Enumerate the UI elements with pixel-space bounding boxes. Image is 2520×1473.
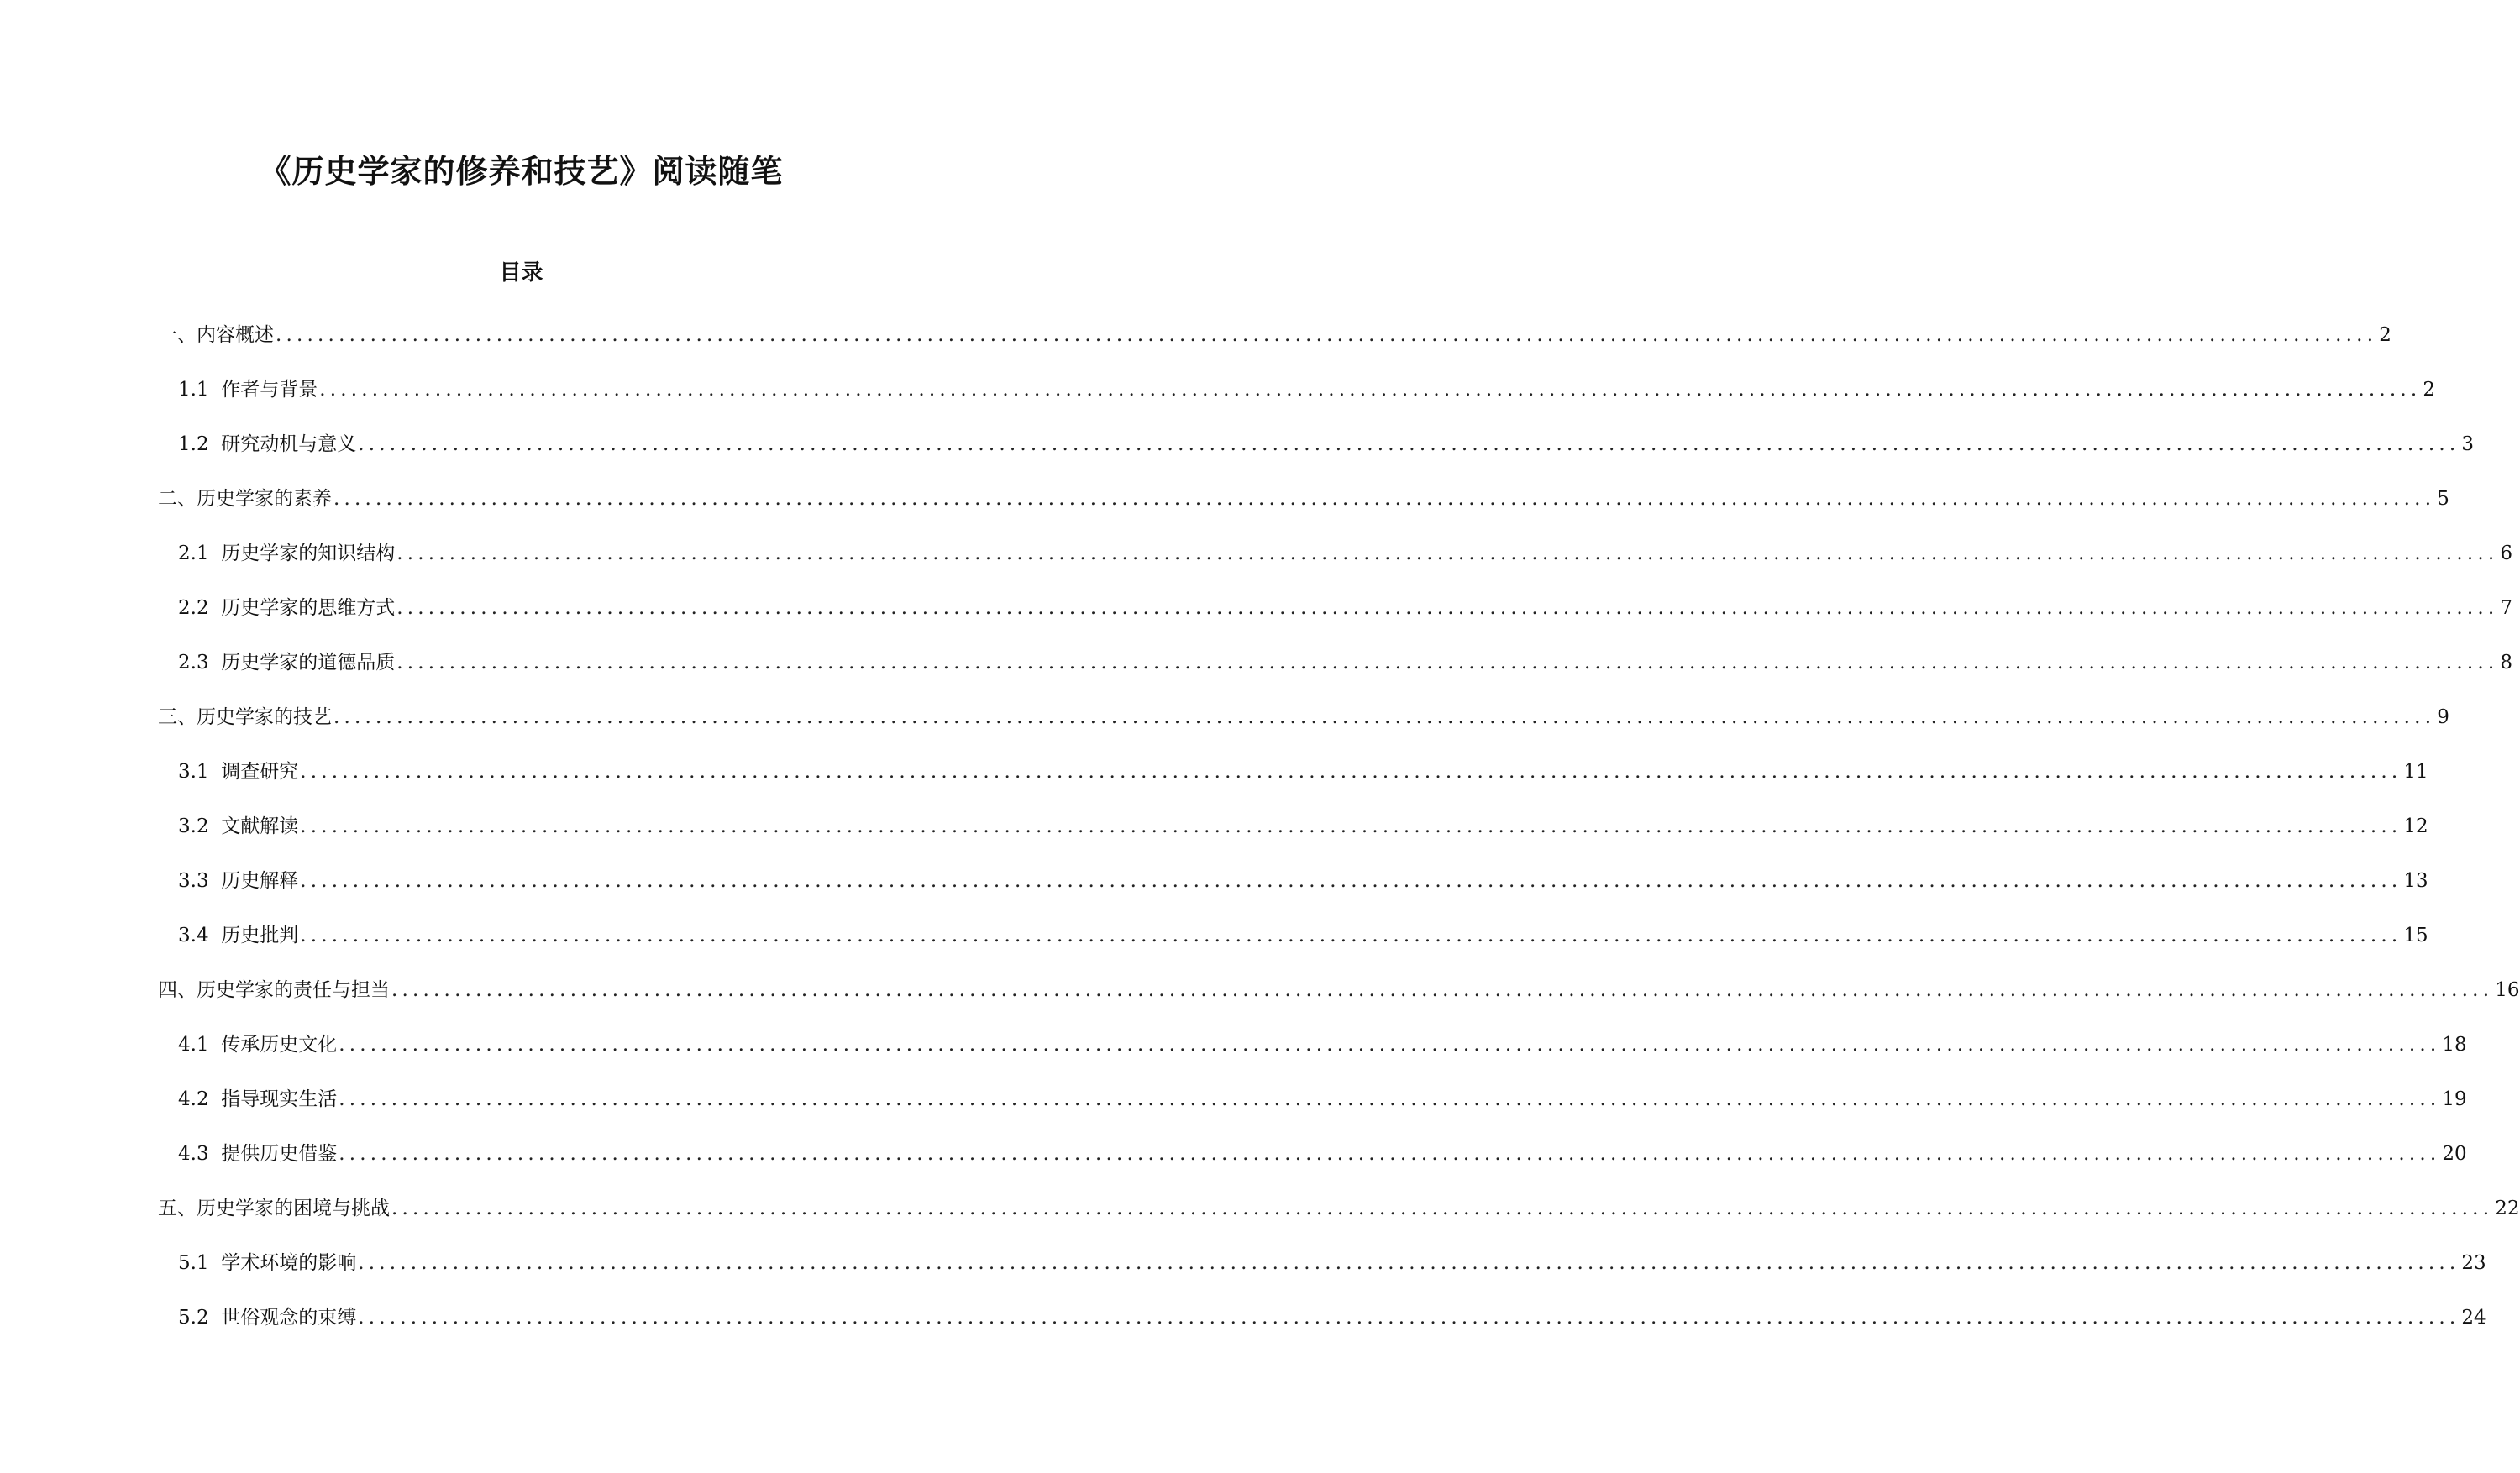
toc-entry-page-number: 7 (2500, 597, 2513, 619)
toc-entry-page-number: 18 (2442, 1034, 2467, 1056)
toc-entry-number: 1.2 (178, 433, 209, 455)
toc-entry-label: 世俗观念的束缚 (221, 1307, 357, 1329)
toc-entry-label: 文献解读 (221, 815, 299, 837)
toc-dot-leader: ........................................................................................................................................................................................................ (391, 1198, 2494, 1219)
toc-entry-number: 2.2 (178, 597, 209, 619)
toc-entry-page-number: 19 (2442, 1088, 2467, 1110)
toc-entry-page-number: 20 (2442, 1143, 2467, 1165)
toc-dot-leader: ........................................................................................................................................................................................................ (333, 706, 2436, 728)
toc-entry-page-number: 23 (2461, 1252, 2486, 1274)
toc-entry-label: 历史解释 (221, 870, 299, 892)
toc-entry-label: 一、内容概述 (158, 324, 274, 346)
toc-entry-number: 3.1 (178, 761, 209, 783)
toc-dot-leader: ........................................................................................................................................................................................................ (358, 1252, 2460, 1274)
toc-dot-leader: ........................................................................................................................................................................................................ (300, 815, 2402, 837)
toc-entry-number: 1.1 (178, 379, 209, 401)
toc-entry[interactable] (178, 1087, 2467, 1141)
toc-dot-leader: ........................................................................................................................................................................................................ (396, 652, 2499, 674)
toc-entry-label: 历史学家的知识结构 (221, 543, 396, 564)
toc-entry[interactable] (178, 377, 2436, 432)
toc-entry[interactable] (178, 1141, 2467, 1196)
toc-entry[interactable] (178, 432, 2475, 486)
toc-entry-label: 三、历史学家的技艺 (158, 706, 332, 728)
toc-dot-leader: ........................................................................................................................................................................................................ (339, 1034, 2441, 1056)
toc-entry-page-number: 16 (2495, 979, 2520, 1001)
toc-entry-label: 指导现实生活 (221, 1088, 338, 1110)
toc-dot-leader: ........................................................................................................................................................................................................ (300, 925, 2402, 946)
toc-entry-label: 作者与背景 (221, 379, 318, 401)
toc-entry-number: 3.3 (178, 870, 209, 892)
toc-entry[interactable] (178, 1250, 2486, 1305)
toc-dot-leader: ........................................................................................................................................................................................................ (339, 1088, 2441, 1110)
toc-entry[interactable] (178, 759, 2428, 814)
toc-dot-leader: ........................................................................................................................................................................................................ (319, 379, 2422, 401)
toc-entry-label: 历史学家的道德品质 (221, 652, 396, 674)
toc-dot-leader: ........................................................................................................................................................................................................ (358, 433, 2460, 455)
toc-entry-page-number: 2 (2379, 324, 2391, 346)
toc-entry-label: 传承历史文化 (221, 1034, 338, 1056)
toc-entry-page-number: 22 (2495, 1198, 2520, 1219)
toc-entry-page-number: 2 (2423, 379, 2436, 401)
toc-heading: 目录 (499, 259, 543, 286)
toc-entry-label: 五、历史学家的困境与挑战 (158, 1198, 390, 1219)
toc-dot-leader: ........................................................................................................................................................................................................ (358, 1307, 2460, 1329)
toc-entry-number: 3.4 (178, 925, 209, 946)
toc-entry-page-number: 15 (2403, 925, 2428, 946)
toc-entry-label: 四、历史学家的责任与担当 (158, 979, 390, 1001)
toc-dot-leader: ........................................................................................................................................................................................................ (396, 543, 2499, 564)
toc-entry-number: 4.3 (178, 1143, 209, 1165)
toc-dot-leader: ........................................................................................................................................................................................................ (300, 761, 2402, 783)
toc-entry[interactable] (158, 705, 2449, 759)
toc-entry[interactable] (178, 868, 2428, 923)
toc-entry[interactable] (158, 1196, 2520, 1250)
toc-entry-page-number: 12 (2403, 815, 2428, 837)
toc-entry[interactable] (178, 814, 2428, 868)
toc-dot-leader: ........................................................................................................................................................................................................ (339, 1143, 2441, 1165)
toc-entry[interactable] (178, 923, 2428, 978)
toc-entry[interactable] (178, 1305, 2486, 1360)
document-title: 《历史学家的修养和技艺》阅读随笔 (259, 153, 784, 191)
toc-entry-number: 2.1 (178, 543, 209, 564)
toc-entry-page-number: 8 (2500, 652, 2513, 674)
toc-entry-page-number: 9 (2437, 706, 2449, 728)
toc-entry-label: 研究动机与意义 (221, 433, 357, 455)
toc-entry-page-number: 3 (2461, 433, 2475, 455)
toc-dot-leader: ........................................................................................................................................................................................................ (333, 488, 2436, 510)
toc-entry-number: 5.2 (178, 1307, 209, 1329)
toc-entry[interactable] (178, 595, 2513, 650)
toc-entry-page-number: 11 (2403, 761, 2428, 783)
table-of-contents (0, 322, 2520, 1360)
toc-entry-number: 5.1 (178, 1252, 209, 1274)
toc-dot-leader: ........................................................................................................................................................................................................ (300, 870, 2402, 892)
toc-entry-label: 历史批判 (221, 925, 299, 946)
toc-entry-page-number: 6 (2500, 543, 2513, 564)
toc-entry[interactable] (158, 322, 2391, 377)
toc-entry-label: 调查研究 (221, 761, 299, 783)
toc-entry-label: 提供历史借鉴 (221, 1143, 338, 1165)
toc-entry-number: 2.3 (178, 652, 209, 674)
toc-entry-label: 学术环境的影响 (221, 1252, 357, 1274)
toc-entry[interactable] (158, 978, 2520, 1032)
toc-dot-leader: ........................................................................................................................................................................................................ (276, 324, 2378, 346)
toc-entry-page-number: 13 (2403, 870, 2428, 892)
toc-entry[interactable] (178, 1032, 2467, 1087)
toc-entry-page-number: 24 (2461, 1307, 2486, 1329)
toc-entry-label: 二、历史学家的素养 (158, 488, 332, 510)
toc-dot-leader: ........................................................................................................................................................................................................ (391, 979, 2494, 1001)
toc-entry[interactable] (178, 541, 2513, 595)
toc-entry-number: 3.2 (178, 815, 209, 837)
toc-entry-number: 4.1 (178, 1034, 209, 1056)
toc-entry-number: 4.2 (178, 1088, 209, 1110)
toc-entry[interactable] (158, 486, 2449, 541)
toc-entry-label: 历史学家的思维方式 (221, 597, 396, 619)
toc-dot-leader: ........................................................................................................................................................................................................ (396, 597, 2499, 619)
toc-entry-page-number: 5 (2437, 488, 2449, 510)
toc-entry[interactable] (178, 650, 2513, 705)
